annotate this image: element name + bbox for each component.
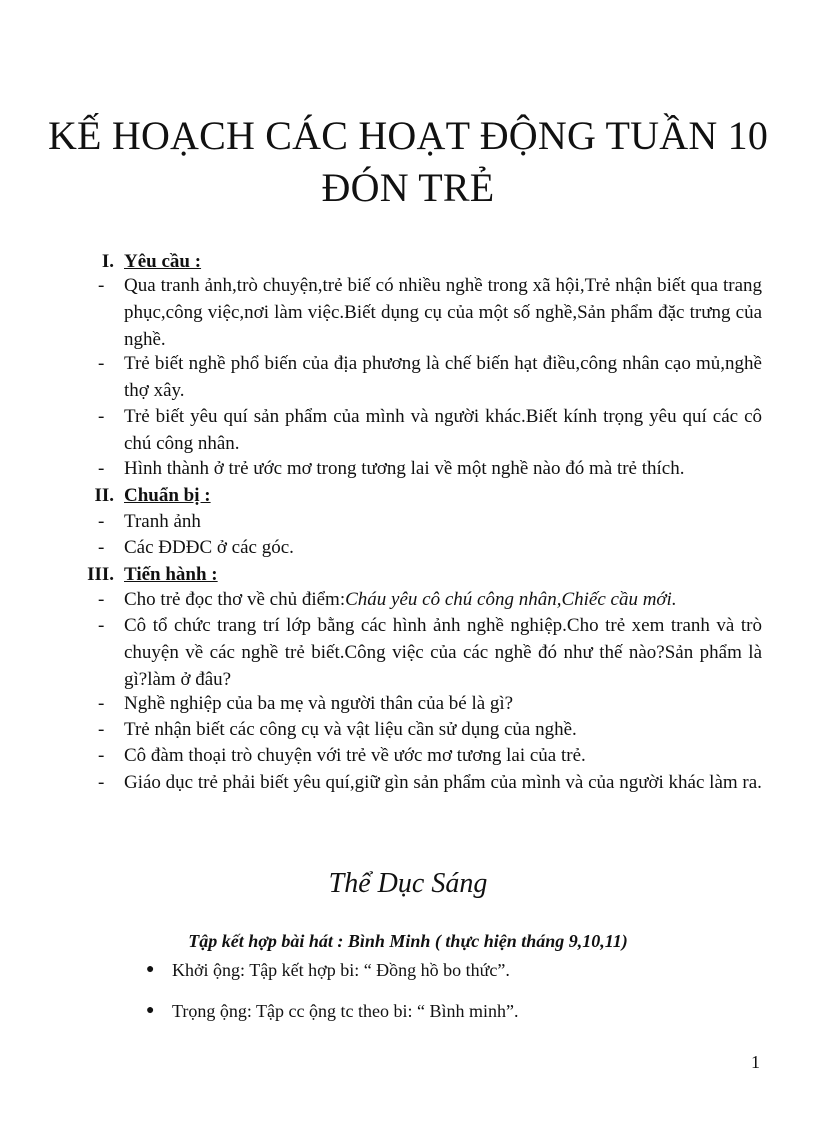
list-item: Qua tranh ảnh,trò chuyện,trẻ biế có nhiều nghề trong xã hội,Trẻ nhận biết qua trang phục,công việc,nơi làm việc.Biết dụng cụ của một số nghề,Sản phẩm đặc trưng của nghề. [124,275,762,350]
section-number: III. [87,564,114,585]
list-item: Nghề nghiệp của ba mẹ và người thân của bé là gì? [124,693,514,714]
section-number: II. [94,485,114,506]
list-item: Trẻ biết yêu quí sản phẩm của mình và người khác.Biết kính trọng yêu quí các cô chú công nhân. [124,406,762,454]
exercise-item: Trọng ộng: Tập cc ộng tc theo bi: “ Bình minh”. [172,1001,519,1021]
section-heading: Yêu cầu : [124,251,202,272]
list-item: Hình thành ở trẻ ước mơ trong tương lai về một nghề nào đó mà trẻ thích. [124,458,685,479]
document-subtitle: ĐÓN TRẺ [321,165,495,210]
exercise-title: Thể Dục Sáng [328,868,488,899]
document-page: KẾ HOẠCH CÁC HOẠT ĐỘNG TUẦN 10 ĐÓN TRẺ I. Yêu cầu : - Qua tranh ảnh,trò chuyện,trẻ biế có nhiều nghề trong xã hội,Trẻ nhận biết qua trang phục,công việc,nơi làm việc.Biết dụng cụ của một số nghề,Sản phẩm đặc trưng của nghề. - Trẻ biết nghề phổ biến của địa phương là chế biến hạt điều,công nhân cạo mủ,nghề thợ xây. - Trẻ biết yêu quí sản phẩm của mình và người khác.Biết kính trọng yêu quí các cô chú công nhân. - Hình thành ở trẻ ước mơ trong tương lai về một nghề nào đó mà trẻ thích. II. Chuẩn bị : - Tranh ảnh - Các ĐDĐC ở các góc. III. Tiến hành : - Cho trẻ đọc thơ về chủ điểm:Cháu yêu cô chú công nhân,Chiếc cầu mới. - Cô tổ chức trang trí lớp bằng các hình ảnh nghề nghiệp.Cho trẻ xem tranh và trò chuyện về các nghề trẻ biết.Công việc của các nghề đó như thế nào?Sản phẩm là gì?làm ở đâu? - Nghề nghiệp của ba mẹ và người thân của bé là gì? - Trẻ nhận biết các công cụ và vật liệu cần sử dụng của nghề. - Cô đàm thoại trò chuyện với trẻ về ước mơ tương lai của trẻ. - Giáo dục trẻ phải biết yêu quí,giữ gìn sản phẩm của mình và của người khác làm ra. Thể Dục Sáng Tập kết hợp bài hát : Bình Minh ( thực hiện tháng 9,10,11) ● Khởi ộng: Tập kết hợp bi: “ Đồng hồ bo thức”. ● Trọng ộng: Tập cc ộng tc theo bi: “ Bình minh”. 1 [0,0,816,1123]
list-item: Cô đàm thoại trò chuyện với trẻ về ước mơ tương lai của trẻ. [124,745,586,766]
list-item-text: Cho trẻ đọc thơ về chủ điểm: [124,589,346,610]
document-title: KẾ HOẠCH CÁC HOẠT ĐỘNG TUẦN 10 [47,113,769,158]
page-number: 1 [751,1052,760,1072]
bullet-icon: ● [146,962,155,977]
list-item: Cô tổ chức trang trí lớp bằng các hình ảnh nghề nghiệp.Cho trẻ xem tranh và trò chuyện về các nghề trẻ biết.Công việc của các nghề đó như thế nào?Sản phẩm là gì?làm ở đâu? [124,615,762,690]
list-item: Trẻ biết nghề phổ biến của địa phương là chế biến hạt điều,công nhân cạo mủ,nghề thợ xây. [124,353,762,401]
exercise-item: Khởi ộng: Tập kết hợp bi: “ Đồng hồ bo thức”. [172,960,510,980]
list-item: Các ĐDĐC ở các góc. [124,537,294,558]
section-number: I. [101,251,114,272]
bullet-icon: ● [146,1003,155,1018]
list-item: Tranh ảnh [124,511,201,532]
exercise-note: Tập kết hợp bài hát : Bình Minh ( thực hiện tháng 9,10,11) [188,931,628,951]
list-item: Trẻ nhận biết các công cụ và vật liệu cần sử dụng của nghề. [124,719,577,740]
poem-titles: Cháu yêu cô chú công nhân,Chiếc cầu mới. [345,589,677,610]
section-heading: Chuẩn bị : [124,485,211,506]
list-item: Giáo dục trẻ phải biết yêu quí,giữ gìn sản phẩm của mình và của người khác làm ra. [124,772,762,793]
section-heading: Tiến hành : [124,564,218,585]
list-item [124,586,762,613]
